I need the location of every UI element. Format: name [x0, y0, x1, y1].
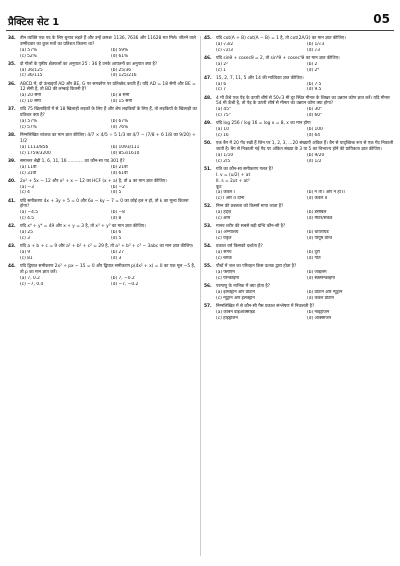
question-number: 56.: [204, 283, 212, 289]
question-item: [8, 224, 198, 242]
answer-option: (c) चमक: [216, 255, 232, 261]
answer-option: (b) 1/√3: [307, 41, 325, 47]
answer-option: (d) 2⁴: [307, 67, 320, 73]
answer-option: (a) 57%: [20, 119, 38, 125]
answer-option: (c) −7, 0.4: [20, 281, 44, 287]
question-text: यदि x⁴ + y⁴ = 49 और x + y = 3 है, तो x³ + y³ का मान ज्ञात कीजिए।: [20, 224, 146, 230]
answer-option: (b) 7.5: [307, 81, 322, 87]
answer-option: (a) समय: [216, 250, 232, 256]
answer-options: [204, 310, 394, 322]
answer-options: [204, 107, 394, 119]
answer-option: (c) हाइड्रोजन: [216, 315, 238, 321]
question-head: [204, 96, 394, 108]
question-item: [8, 179, 198, 197]
question-item: [8, 36, 198, 59]
answer-option: (c) 36/115: [20, 73, 43, 79]
answer-option: (a) इलेक्ट्रॉन और प्रोटॉन: [216, 289, 255, 295]
question-item: [8, 264, 198, 287]
answer-options: [204, 290, 394, 302]
question-text: समान्तर श्रेढ़ी 1, 6, 11, 16 ........... का कौन-सा पद 301 है?: [20, 158, 125, 164]
answer-option: (a) 36/125: [20, 67, 43, 73]
right-question-column: [204, 36, 394, 324]
question-number: 51.: [204, 166, 212, 172]
question-head: [204, 141, 394, 153]
answer-options: [8, 276, 198, 288]
question-number: 37.: [8, 107, 16, 113]
answer-option: (d) 61वीं: [111, 170, 128, 176]
answer-option: (a) −4.5: [20, 210, 38, 216]
question-item: [8, 199, 198, 222]
question-number: 50.: [204, 141, 212, 147]
question-text: यदि sinθ + cosecθ = 2, तो sin⁴θ + cosec⁴θ का मान ज्ञात कीजिए।: [216, 55, 340, 61]
question-head: [8, 199, 198, 211]
answer-option: (d) 60°: [307, 113, 323, 119]
answer-options: [8, 119, 198, 131]
question-text: ABCD में, दो ऊंचाइयाँ AD और BE, G पर समकोण पर प्रतिच्छेद करती हैं। यदि AD = 18 सेमी और BE = 12 सेमी है, तो BD की लम्बाई कितनी है?: [20, 81, 196, 93]
answer-option: (c) 1759/3200: [20, 150, 51, 156]
answer-option: (b) 59%: [111, 47, 129, 53]
answer-option: (c) 10 सेमी: [20, 99, 41, 105]
answer-option: (d) √3: [307, 47, 321, 53]
answer-options: [8, 145, 198, 157]
page-header: [0, 0, 400, 33]
practice-set-title: प्रैक्टिस सेट 1: [8, 17, 60, 28]
question-item: [204, 141, 394, 164]
question-text: मानव शरीर की सबसे बड़ी ग्रन्थि कौन-सी है?: [216, 224, 286, 230]
answer-option: (c) 31वीं: [20, 170, 37, 176]
answer-options: [8, 230, 198, 242]
answer-option: (d) 125/216: [111, 73, 137, 79]
answer-options: [204, 153, 394, 165]
answer-option: (d) 1/2: [307, 158, 322, 164]
answer-option: (c) 57%: [20, 124, 37, 130]
answer-options: [8, 165, 198, 177]
answer-option: (c) √2/3: [216, 47, 233, 53]
question-item: [204, 96, 394, 119]
answer-option: (d) केवल II: [307, 196, 328, 202]
question-text: यदि 75 खिलाड़ियों में से 18 खिलाड़ी लड़कों के लिए हैं और शेष लड़कियों के लिए हैं, तो लड़कियों के खिलाड़ी का प्रतिशत क्या है?: [20, 107, 197, 119]
header-rule: [6, 30, 394, 31]
answer-option: (d) ऑक्सीजन: [307, 315, 332, 321]
answer-options: [204, 62, 394, 74]
question-text: पौधों में जल का परिवहन किस ऊतक द्वारा होता है?: [216, 264, 297, 270]
question-number: 42.: [8, 224, 16, 230]
answer-option: (c) 75°: [216, 113, 231, 119]
answer-option: (c) 16: [216, 133, 229, 139]
answer-option: (a) केवल I: [216, 190, 235, 196]
answer-option: (b) 9/20: [307, 152, 325, 158]
answer-option: (b) नाइट्रोजन: [307, 309, 330, 315]
answer-option: (a) 1113/856: [20, 144, 49, 150]
answer-option: (c) यकृत: [216, 236, 232, 242]
answer-option: (c) I और II दोनों: [216, 196, 245, 202]
answer-option: (c) ओम: [216, 216, 231, 222]
answer-options: [204, 250, 394, 262]
question-statement: कूट: [216, 184, 222, 190]
answer-options: [8, 48, 198, 60]
answer-option: (d) गति: [307, 255, 321, 261]
question-text: तीन व्यक्ति एक पद के लिए चुनाव लड़ते हैं और उन्हें क्रमशः 1136, 7636 और 11628 मत मिले। जीतने वाले उम्मीदवार का कुल मतों का प्रतिशत कितना था?: [20, 36, 196, 47]
answer-options: [8, 210, 198, 222]
answer-option: (d) स्क्लेरेन्काइमा: [307, 275, 335, 281]
question-text: एक बैग में 20 गेंद रखी हैं जिन पर 1, 2, 3, ...20 संख्याएँ अंकित हैं। बैग से यादृच्छिक रूप से एक गेंद निकाली जाती है। बैग से निकाली गई गेंद पर अंकित संख्या के 3 या 5 का विभाज्य होने की प्रायिकता ज्ञात कीजिए।: [216, 141, 394, 153]
question-item: [204, 204, 394, 222]
question-item: [8, 133, 198, 156]
question-head: [8, 82, 198, 94]
question-number: 44.: [8, 264, 16, 270]
answer-option: (b) 2: [307, 61, 318, 67]
answer-option: (a) 6: [216, 81, 227, 87]
answer-option: (d) 8: [111, 216, 122, 222]
page-number: 05: [373, 12, 390, 26]
answer-option: (a) फ्लोएम: [216, 269, 235, 275]
answer-option: (c) न्यूट्रॉन और इलेक्ट्रॉन: [216, 295, 255, 301]
question-item: [8, 107, 198, 130]
question-text: 4 मी ऊँचे एक पेड़ के ऊपरी शीर्ष से 50√3 मी दूर स्थित मीनार के शिखर का उन्नयन कोण ज्ञात करें। यदि मीनार 54 मी ऊँची है, तो पेड़ के ऊपरी शीर्ष से मीनार का उन्नयन कोण क्या होगा?: [216, 95, 390, 107]
question-item: [204, 264, 394, 282]
answer-option: (b) 30°: [307, 107, 323, 113]
question-number: 53.: [204, 224, 212, 230]
answer-option: (d) मीटर/सेकंड: [307, 216, 333, 222]
question-number: 55.: [204, 264, 212, 270]
answer-option: (b) 67%: [111, 119, 129, 125]
answer-option: (d) 61%: [111, 53, 129, 59]
question-text: 2x² + 5x − 12 और x² + x − 12 का HCF (x + a) है, तो a का मान ज्ञात कीजिए।: [20, 178, 167, 184]
answer-option: (c) 1: [216, 67, 226, 73]
question-text: निम्नलिखित में से कौन-सी गैस प्रकाश संश्लेषण में निकलती है?: [216, 303, 315, 309]
left-question-column: [8, 36, 198, 290]
column-divider: [200, 36, 201, 556]
answer-option: (d) 5: [111, 190, 122, 196]
question-item: [204, 36, 394, 54]
answer-option: (b) जाइलम: [307, 269, 327, 275]
answer-option: (c) 3: [20, 236, 30, 242]
answer-option: (b) 8 सेमी: [111, 93, 130, 99]
question-number: 45.: [204, 36, 212, 41]
question-text: परमाणु के नाभिक में क्या होता है?: [216, 283, 270, 289]
question-item: [8, 62, 198, 80]
question-item: [204, 167, 394, 202]
answer-option: (b) न तो I और न ही II: [307, 190, 345, 196]
question-number: 46.: [204, 55, 212, 61]
answer-options: [204, 127, 394, 139]
question-item: [204, 76, 394, 94]
question-number: 54.: [204, 244, 212, 250]
question-text: प्रकाश वर्ष किसको दर्शाता है?: [216, 244, 263, 250]
answer-option: (d) 9.5: [307, 87, 322, 93]
answer-options: [204, 230, 394, 242]
question-head: [8, 264, 198, 276]
answer-option: (a) 11वीं: [20, 164, 37, 170]
answer-option: (a) 2²: [216, 61, 228, 67]
question-text: निम्न की प्रबलता को किसमें मापा जाता है?: [216, 204, 284, 210]
answer-options: [8, 93, 198, 105]
answer-options: [8, 68, 198, 80]
answer-option: (a) 1/10: [216, 152, 234, 158]
answer-option: (a) 9: [20, 250, 31, 256]
answer-option: (a) 7, 0.2: [20, 275, 40, 281]
answer-option: (a) हर्ट्ज़: [216, 210, 232, 216]
answer-option: (c) 52%: [20, 53, 37, 59]
answer-option: (d) 853/1610: [111, 150, 140, 156]
question-number: 34.: [8, 36, 16, 41]
answer-option: (a) −3: [20, 184, 34, 190]
question-item: [204, 56, 394, 74]
answer-option: (a) 20 सेमी: [20, 93, 41, 99]
answer-option: (a) कार्बन डाइऑक्साइड: [216, 309, 256, 315]
question-text: यदि द्विघात समीकरण 2x² + px − 15 = 0 और द्विघात समीकरण p(4x² + x) = 0 का एक मूल −5 है, तो p का मान ज्ञात करें।: [20, 264, 196, 275]
answer-option: (d) −7, −0.2: [111, 281, 139, 287]
answer-option: (b) 1093/111: [111, 144, 140, 150]
question-number: 49.: [204, 121, 212, 127]
answer-option: (b) 25/36: [111, 67, 132, 73]
question-text: गति का कौन-सा समीकरण गलत है?: [216, 166, 274, 172]
question-number: 57.: [204, 303, 212, 309]
answer-options: [204, 210, 394, 222]
answer-options: [8, 185, 198, 197]
answer-option: (a) √3/2: [216, 41, 234, 47]
question-item: [204, 304, 394, 322]
answer-option: (c) 4.5: [20, 216, 35, 222]
question-text: यदि log 256 / log 16 = log x = 8, x का मान होगा: [216, 121, 311, 127]
answer-option: (d) 64: [307, 133, 321, 139]
answer-option: (c) पैरेन्काइमा: [216, 275, 240, 281]
answer-option: (d) पीयूष ग्रन्थि: [307, 236, 333, 242]
question-text: यदि समीकरण 4x + 3y + 5 = 0 और 6x − ky − 7 = 0 का कोई हल न हो, तो k का मूल्य कितना होगा?: [20, 198, 189, 210]
answer-option: (b) थायरॉयड: [307, 230, 329, 236]
answer-option: (b) 21वीं: [111, 164, 128, 170]
question-item: [204, 244, 394, 262]
question-number: 43.: [8, 244, 16, 250]
question-text: यदि a + b + c = 9 और a² + b² + c² = 29 है, तो a³ + b³ + c³ − 3abc का मान ज्ञात कीजिए।: [20, 244, 194, 250]
answer-option: (d) 15 सेमी: [111, 99, 133, 105]
question-number: 35.: [8, 61, 16, 67]
answer-option: (a) 25: [20, 230, 33, 236]
question-number: 38.: [8, 133, 16, 139]
question-text: निम्नलिखित व्यंजक का मान ज्ञात कीजिए। 4/7 × 4/5 ÷ 5 1/3 का 4/7 − (7/8 + 6 1/8 का 9/20) + 1/2: [20, 133, 196, 144]
question-text: यदि cot(A + B) cot(A − B) = 1 है, तो cot(2A/3) का मान ज्ञात कीजिए।: [216, 36, 346, 41]
answer-option: (b) दूरी: [307, 250, 320, 256]
question-number: 48.: [204, 95, 212, 101]
answer-option: (b) 100: [307, 127, 323, 133]
answer-option: (b) −8: [111, 210, 125, 216]
answer-options: [204, 42, 394, 54]
question-head: [8, 133, 198, 145]
question-item: [8, 159, 198, 177]
question-item: [204, 284, 394, 302]
answer-option: (d) 3: [111, 255, 122, 261]
answer-option: (d) केवल प्रोटॉन: [307, 295, 334, 301]
answer-option: (a) अग्न्याशय: [216, 230, 239, 236]
question-number: 40.: [8, 178, 16, 184]
question-number: 36.: [8, 81, 16, 87]
question-item: [204, 224, 394, 242]
question-head: [204, 167, 394, 173]
question-text: 15, 2, 7, 11, 5 और 14 की माध्यिका ज्ञात कीजिए।: [216, 75, 304, 81]
question-number: 47.: [204, 75, 212, 81]
question-number: 39.: [8, 158, 16, 164]
question-text: दो गोलों के पृष्ठीय क्षेत्रफलों का अनुपात 25 : 36 है उनके आयतनों का अनुपात क्या है?: [20, 61, 158, 67]
answer-option: (a) 57%: [20, 47, 38, 53]
question-number: 52.: [204, 204, 212, 210]
answer-option: (b) डेसीबल: [307, 210, 327, 216]
answer-option: (b) 6: [111, 230, 122, 236]
answer-option: (b) 27: [111, 250, 125, 256]
answer-option: (b) −2: [111, 184, 125, 190]
question-head: [8, 36, 198, 48]
question-item: [204, 121, 394, 139]
answer-option: (d) 76%: [111, 124, 129, 130]
answer-options: [204, 82, 394, 94]
answer-option: (c) 2/5: [216, 158, 231, 164]
answer-option: (c) 7: [216, 87, 226, 93]
question-statement: I. v = (u/2) + at: [216, 172, 251, 178]
answer-options: [8, 250, 198, 262]
answer-option: (c) 81: [20, 255, 33, 261]
answer-option: (c) 4: [20, 190, 30, 196]
question-item: [8, 82, 198, 105]
question-statement: II. s = 2ut + at²: [216, 178, 250, 184]
answer-option: (d) 5: [111, 236, 122, 242]
question-head: [8, 107, 198, 119]
answer-option: (a) 45°: [216, 107, 232, 113]
answer-option: (b) 7, −0.2: [111, 275, 135, 281]
answer-option: (a) 10: [216, 127, 229, 133]
answer-option: (b) प्रोटॉन और न्यूट्रॉन: [307, 289, 343, 295]
answer-options: [204, 190, 394, 202]
question-number: 41.: [8, 198, 16, 204]
answer-options: [204, 270, 394, 282]
question-item: [8, 244, 198, 262]
